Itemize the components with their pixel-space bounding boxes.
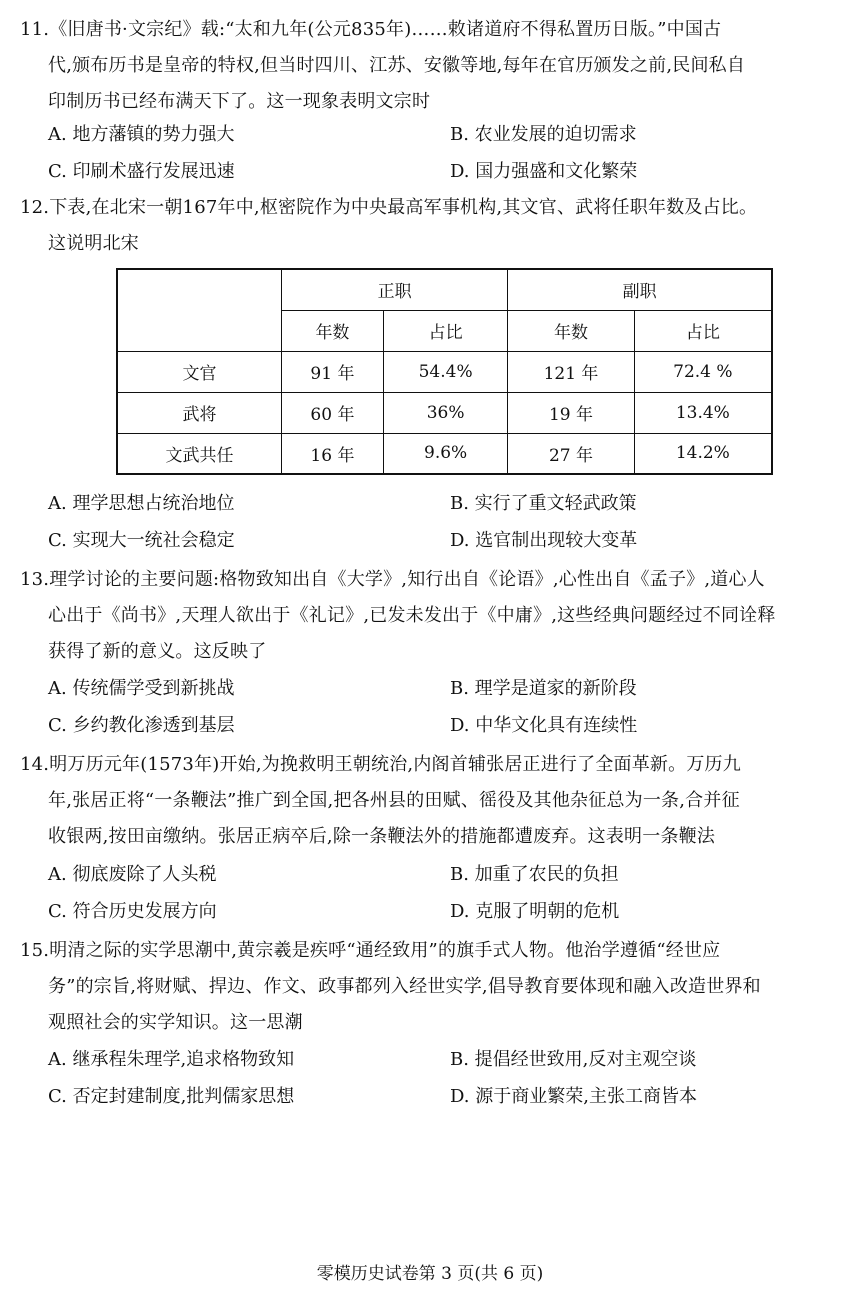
table-group-header: 副职 [508,269,772,310]
page-footer: 零模历史试卷第 3 页(共 6 页) [316,1264,544,1284]
table-sub-header: 年数 [508,310,634,351]
option-a[interactable]: A. 继承程朱理学,追求格物致知 [48,1049,295,1070]
option-d[interactable]: D. 国力强盛和文化繁荣 [450,161,638,182]
option-b[interactable]: B. 实行了重文轻武政策 [450,493,637,514]
table-row [117,351,772,392]
table-cell: 16 年 [282,433,384,474]
option-b[interactable]: B. 理学是道家的新阶段 [450,678,637,699]
question-number: 12. [20,197,50,218]
option-c[interactable]: C. 否定封建制度,批判儒家思想 [48,1086,295,1107]
table-cell: 36% [383,392,507,433]
table-sub-header: 占比 [383,310,507,351]
option-a[interactable]: A. 彻底废除了人头税 [48,864,217,885]
question-14-line-2: 年,张居正将“一条鞭法”推广到全国,把各州县的田赋、徭役及其他杂征总为一条,合并征 [48,790,740,811]
question-13-line-1: 13.理学讨论的主要问题:格物致知出自《大学》,知行出自《论语》,心性出自《孟子》,道心人 [20,569,765,590]
option-c[interactable]: C. 实现大一统社会稳定 [48,530,235,551]
table-cell: 19 年 [508,392,634,433]
question-15-line-3: 观照社会的实学知识。这一思潮 [48,1012,303,1033]
table-row [117,392,772,433]
row-label: 文武共任 [117,433,282,474]
option-d[interactable]: D. 源于商业繁荣,主张工商皆本 [450,1086,697,1107]
table-sub-header: 占比 [634,310,772,351]
table-corner-cell [117,269,282,351]
table-row [117,433,772,474]
question-11-line-3: 印制历书已经布满天下了。这一现象表明文宗时 [48,91,431,112]
option-d[interactable]: D. 选官制出现较大变革 [450,530,638,551]
option-a[interactable]: A. 传统儒学受到新挑战 [48,678,235,699]
table-cell: 14.2% [634,433,772,474]
question-number: 13. [20,569,50,590]
option-b[interactable]: B. 农业发展的迫切需求 [450,124,637,145]
question-13-line-2: 心出于《尚书》,天理人欲出于《礼记》,已发未发出于《中庸》,这些经典问题经过不同诠释 [48,605,776,626]
question-number: 14. [20,754,50,775]
row-label: 武将 [117,392,282,433]
option-b[interactable]: B. 加重了农民的负担 [450,864,619,885]
table-cell: 72.4 % [634,351,772,392]
table-group-header-row [117,269,772,310]
table-cell: 91 年 [282,351,384,392]
question-13 [20,562,846,670]
question-14-line-1: 14.明万历元年(1573年)开始,为挽救明王朝统治,内阁首辅张居正进行了全面革新。万历九 [20,754,741,775]
option-d[interactable]: D. 克服了明朝的危机 [450,901,620,922]
table-cell: 60 年 [282,392,384,433]
question-15-line-1: 15.明清之际的实学思潮中,黄宗羲是疾呼“通经致用”的旗手式人物。他治学遵循“经世应 [20,940,721,961]
table-group-header: 正职 [282,269,508,310]
option-c[interactable]: C. 乡约教化渗透到基层 [48,715,235,736]
table-cell: 54.4% [383,351,507,392]
question-15 [20,933,846,1041]
question-12-line-1: 12.下表,在北宋一朝167年中,枢密院作为中央最高军事机构,其文官、武将任职年数及占比。 [20,197,758,218]
option-a[interactable]: A. 地方藩镇的势力强大 [48,124,235,145]
option-d[interactable]: D. 中华文化具有连续性 [450,715,638,736]
question-number: 11. [20,19,50,40]
question-13-line-3: 获得了新的意义。这反映了 [48,641,267,662]
row-label: 文官 [117,351,282,392]
question-number: 15. [20,940,50,961]
table-sub-header: 年数 [282,310,384,351]
question-12-line-2: 这说明北宋 [48,233,139,254]
table-cell: 9.6% [383,433,507,474]
table-cell: 13.4% [634,392,772,433]
question-11-line-1: 11.《旧唐书·文宗纪》载:“太和九年(公元835年)……敕诸道府不得私置历日版。”中国古 [20,19,722,40]
table-cell: 121 年 [508,351,634,392]
question-15-line-2: 务”的宗旨,将财赋、捍边、作文、政事都列入经世实学,倡导教育要体现和融入改造世界和 [48,976,761,997]
table-cell: 27 年 [508,433,634,474]
option-c[interactable]: C. 印刷术盛行发展迅速 [48,161,235,182]
appointment-ratio-table [116,268,773,475]
question-11-line-2: 代,颁布历书是皇帝的特权,但当时四川、江苏、安徽等地,每年在官历颁发之前,民间私自 [48,55,746,76]
question-11 [20,12,846,120]
option-a[interactable]: A. 理学思想占统治地位 [48,493,235,514]
question-14-line-3: 收银两,按田亩缴纳。张居正病卒后,除一条鞭法外的措施都遭废弃。这表明一条鞭法 [48,826,716,847]
question-12 [20,190,846,262]
option-c[interactable]: C. 符合历史发展方向 [48,901,217,922]
option-b[interactable]: B. 提倡经世致用,反对主观空谈 [450,1049,697,1070]
question-14 [20,747,846,855]
